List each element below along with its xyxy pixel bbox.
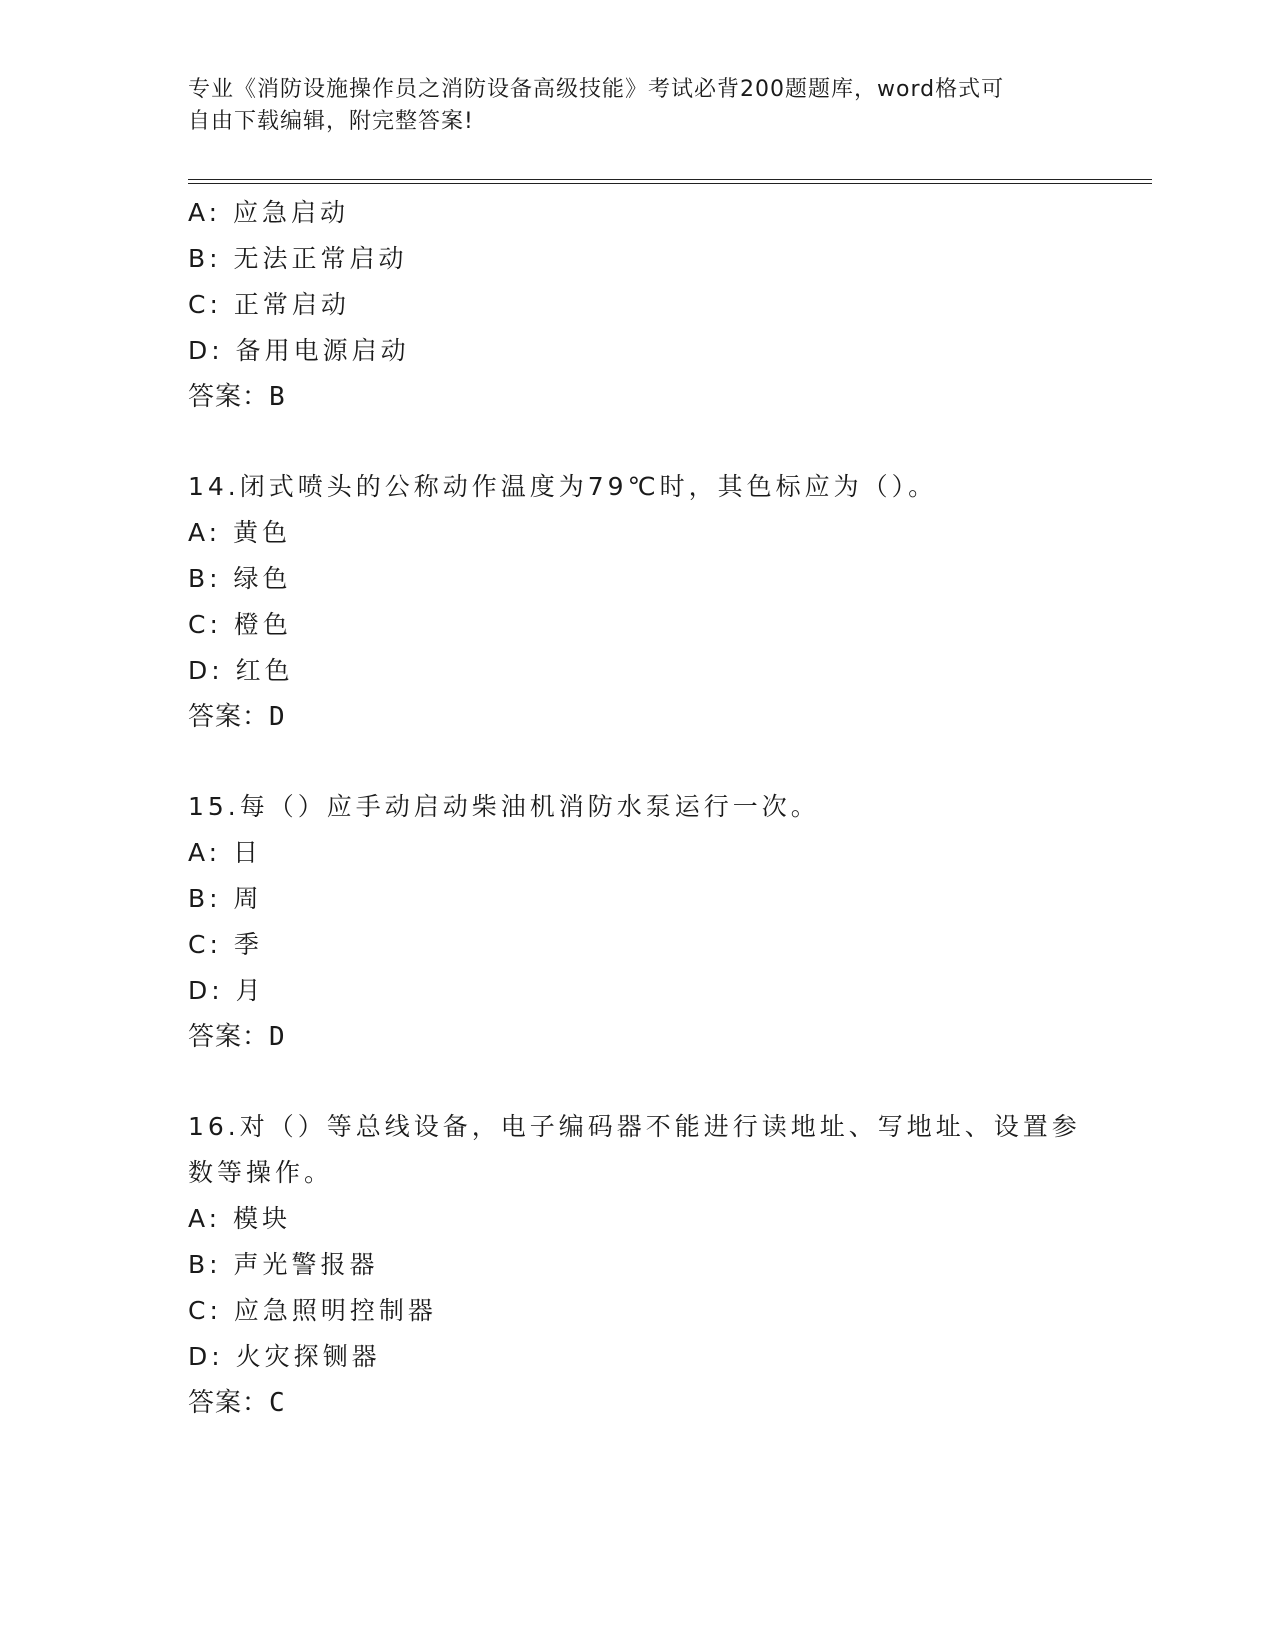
question-13-block	[188, 190, 1088, 420]
q13-option-a: A: 应急启动	[188, 198, 350, 227]
q14-option-d: D: 红色	[188, 656, 294, 685]
q13-answer: 答案：B	[188, 382, 286, 412]
q16-stem-line-2: 数等操作。	[188, 1158, 334, 1187]
q16-option-d: D: 火灾探铡器	[188, 1342, 381, 1371]
question-list	[188, 190, 1088, 1426]
q15-option-c: C: 季	[188, 930, 263, 959]
header-divider-bottom	[188, 183, 1152, 184]
q16-option-a: A: 模块	[188, 1204, 292, 1233]
spacer	[188, 420, 1088, 464]
q15-answer: 答案：D	[188, 1022, 286, 1052]
question-16-block	[188, 1104, 1088, 1426]
q13-option-c: C: 正常启动	[188, 290, 350, 319]
q14-option-a: A: 黄色	[188, 518, 292, 547]
q15-stem: 15.每（）应手动启动柴油机消防水泵运行一次。	[188, 792, 820, 821]
q15-option-d: D: 月	[188, 976, 265, 1005]
q14-option-c: C: 橙色	[188, 610, 292, 639]
question-15-block	[188, 784, 1088, 1060]
q15-option-b: B: 周	[188, 884, 263, 913]
question-14-block	[188, 464, 1088, 740]
spacer	[188, 740, 1088, 784]
q14-stem: 14.闭式喷头的公称动作温度为79℃时，其色标应为（）。	[188, 472, 938, 501]
q14-option-b: B: 绿色	[188, 564, 292, 593]
header-divider-top	[188, 179, 1152, 180]
q16-stem-line-1: 16.对（）等总线设备，电子编码器不能进行读地址、写地址、设置参	[188, 1112, 1081, 1141]
spacer	[188, 1060, 1088, 1104]
q13-option-b: B: 无法正常启动	[188, 244, 408, 273]
q13-option-d: D: 备用电源启动	[188, 336, 410, 365]
q16-answer: 答案：C	[188, 1388, 286, 1418]
q16-option-c: C: 应急照明控制器	[188, 1296, 437, 1325]
q16-option-b: B: 声光警报器	[188, 1250, 379, 1279]
q15-option-a: A: 日	[188, 838, 263, 867]
header-line-2: 自由下载编辑，附完整答案!	[188, 109, 474, 134]
document-header	[188, 74, 1068, 138]
header-line-1: 专业《消防设施操作员之消防设备高级技能》考试必背200题题库，word格式可	[188, 77, 1005, 102]
q14-answer: 答案：D	[188, 702, 286, 732]
